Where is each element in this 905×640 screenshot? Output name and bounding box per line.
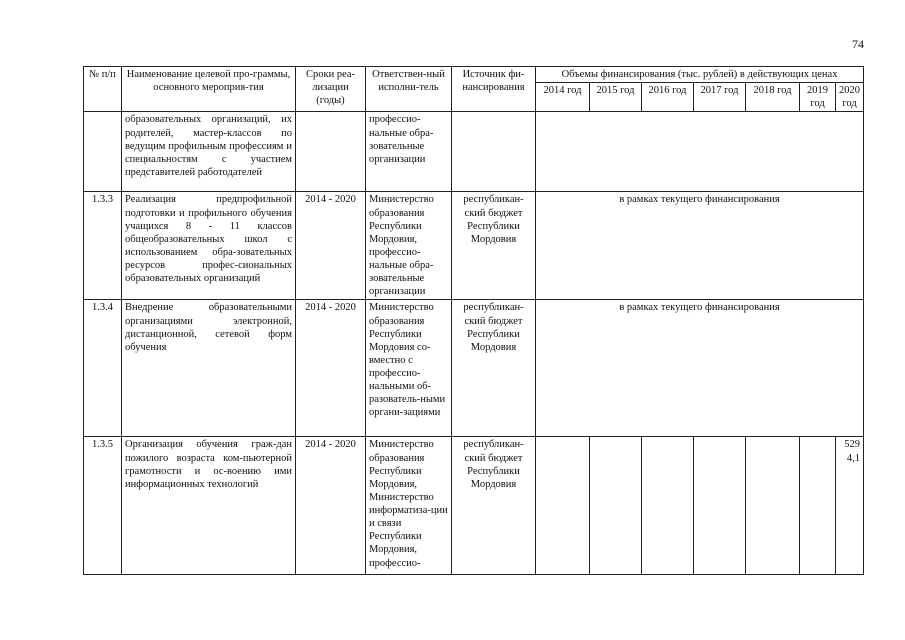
page-number: 74 xyxy=(852,37,864,51)
row-executor: Министерство образования Республики Мордовия со-вместно с профессио-нальными об-разователь-ными органи-зациями xyxy=(366,300,452,437)
row-name: Организация обучения граж-дан пожилого возраста ком-пьютерной грамотности и ос-воению ими информационных технологий xyxy=(122,437,296,575)
header-year: 2017 год xyxy=(694,83,746,112)
header-year: 2015 год xyxy=(590,83,642,112)
row-period: 2014 - 2020 xyxy=(296,300,366,437)
row-period xyxy=(296,112,366,192)
row-executor: Министерство образования Республики Мордовия, профессио-нальные обра-зовательные организации xyxy=(366,192,452,300)
row-year-value: 5294,1 xyxy=(836,437,864,575)
table-row xyxy=(84,112,864,192)
header-source: Источник фи-нансирования xyxy=(452,67,536,112)
row-year-value xyxy=(800,437,836,575)
row-year-value xyxy=(694,437,746,575)
row-name: образовательных организаций, их родителей, мастер-классов по ведущим профильным профессиям и специальностям с участием представителей работодателей xyxy=(122,112,296,192)
header-year: 2018 год xyxy=(746,83,800,112)
row-source: республикан-ский бюджет Республики Мордовия xyxy=(452,300,536,437)
row-source: республикан-ский бюджет Республики Мордовия xyxy=(452,437,536,575)
row-num: 1.3.5 xyxy=(84,437,122,575)
row-financing-note: в рамках текущего финансирования xyxy=(536,192,864,300)
row-source: республикан-ский бюджет Республики Мордовия xyxy=(452,192,536,300)
header-year: 2019 год xyxy=(800,83,836,112)
row-name: Внедрение образовательными организациями электронной, дистанционной, сетевой форм обучения xyxy=(122,300,296,437)
header-year: 2016 год xyxy=(642,83,694,112)
row-executor: Министерство образования Республики Мордовия, Министерство информатиза-ции и связи Республики Мордовия, профессио- xyxy=(366,437,452,575)
row-period: 2014 - 2020 xyxy=(296,437,366,575)
row-num: 1.3.4 xyxy=(84,300,122,437)
row-period: 2014 - 2020 xyxy=(296,192,366,300)
row-year-value xyxy=(642,437,694,575)
table-row xyxy=(84,192,864,300)
header-year: 2014 год xyxy=(536,83,590,112)
header-num: № п/п xyxy=(84,67,122,112)
header-executor: Ответствен-ный исполни-тель xyxy=(366,67,452,112)
financing-table xyxy=(83,66,864,575)
row-year-value xyxy=(590,437,642,575)
row-year-value xyxy=(746,437,800,575)
header-name: Наименование целевой про-граммы, основного мероприя-тия xyxy=(122,67,296,112)
header-year: 2020 год xyxy=(836,83,864,112)
row-source xyxy=(452,112,536,192)
row-financing-note xyxy=(536,112,864,192)
header-volumes: Объемы финансирования (тыс. рублей) в действующих ценах xyxy=(536,67,864,83)
table-row xyxy=(84,300,864,437)
row-num: 1.3.3 xyxy=(84,192,122,300)
header-period: Сроки реа-лизации (годы) xyxy=(296,67,366,112)
table-row xyxy=(84,437,864,575)
row-name: Реализация предпрофильной подготовки и профильного обучения учащихся 8 - 11 классов общеобразовательных школ с использованием обра-зовательных ресурсов профес-сиональных образовательных организаций xyxy=(122,192,296,300)
row-year-value xyxy=(536,437,590,575)
row-financing-note: в рамках текущего финансирования xyxy=(536,300,864,437)
row-num xyxy=(84,112,122,192)
row-executor: профессио-нальные обра-зовательные организации xyxy=(366,112,452,192)
